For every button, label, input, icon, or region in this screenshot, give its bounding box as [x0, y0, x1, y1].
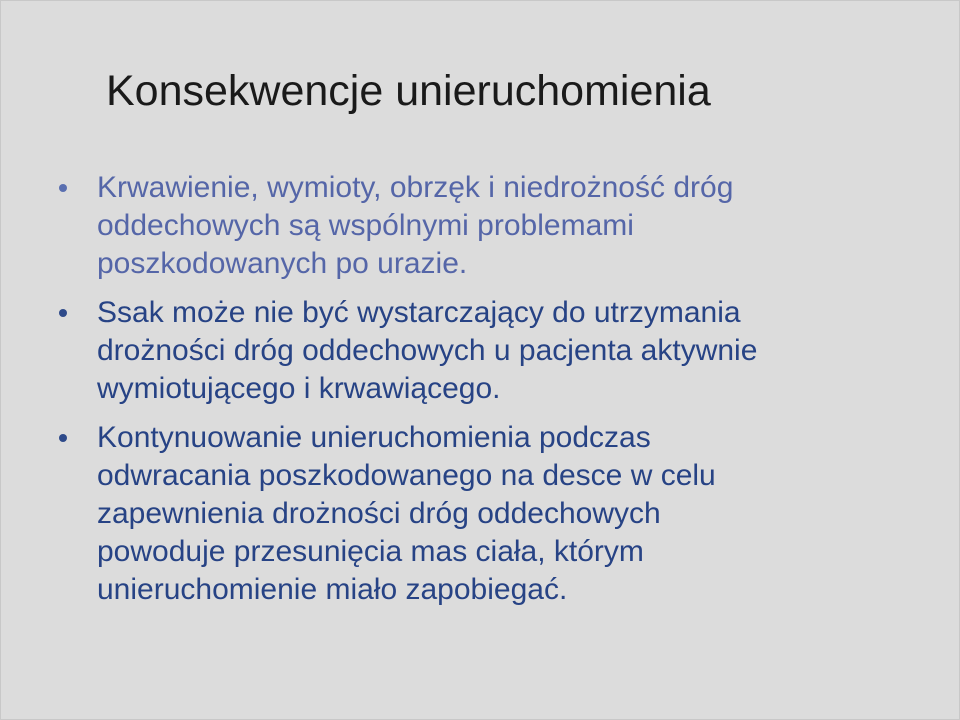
- bullet-line: zapewnienia drożności dróg oddechowych: [97, 497, 661, 530]
- bullet-line: odwracania poszkodowanego na desce w celu: [97, 459, 716, 492]
- bullet-item: [57, 294, 917, 408]
- bullet-line: oddechowych są wspólnymi problemami: [97, 209, 634, 242]
- bullet-line: Kontynuowanie unieruchomienia podczas: [97, 421, 651, 454]
- bullet-line: poszkodowanych po urazie.: [97, 247, 468, 280]
- bullet-text: [97, 419, 917, 609]
- bullet-item: [57, 419, 917, 609]
- bullet-dot-icon: [59, 309, 67, 317]
- bullet-dot-icon: [59, 184, 67, 192]
- bullet-line: drożności dróg oddechowych u pacjenta aktywnie: [97, 334, 758, 367]
- bullet-text: [97, 169, 917, 283]
- bullet-line: Krwawienie, wymioty, obrzęk i niedrożność dróg: [97, 171, 734, 204]
- bullet-dot-icon: [59, 434, 67, 442]
- bullet-line: Ssak może nie być wystarczający do utrzymania: [97, 296, 741, 329]
- bullet-line: powoduje przesunięcia mas ciała, którym: [97, 535, 644, 568]
- bullet-line: unieruchomienie miało zapobiegać.: [97, 573, 568, 606]
- bullet-text: [97, 294, 917, 408]
- bullet-list: [57, 169, 917, 620]
- bullet-item: [57, 169, 917, 283]
- slide-title: Konsekwencje unieruchomienia: [106, 67, 711, 115]
- bullet-line: wymiotującego i krwawiącego.: [97, 372, 501, 405]
